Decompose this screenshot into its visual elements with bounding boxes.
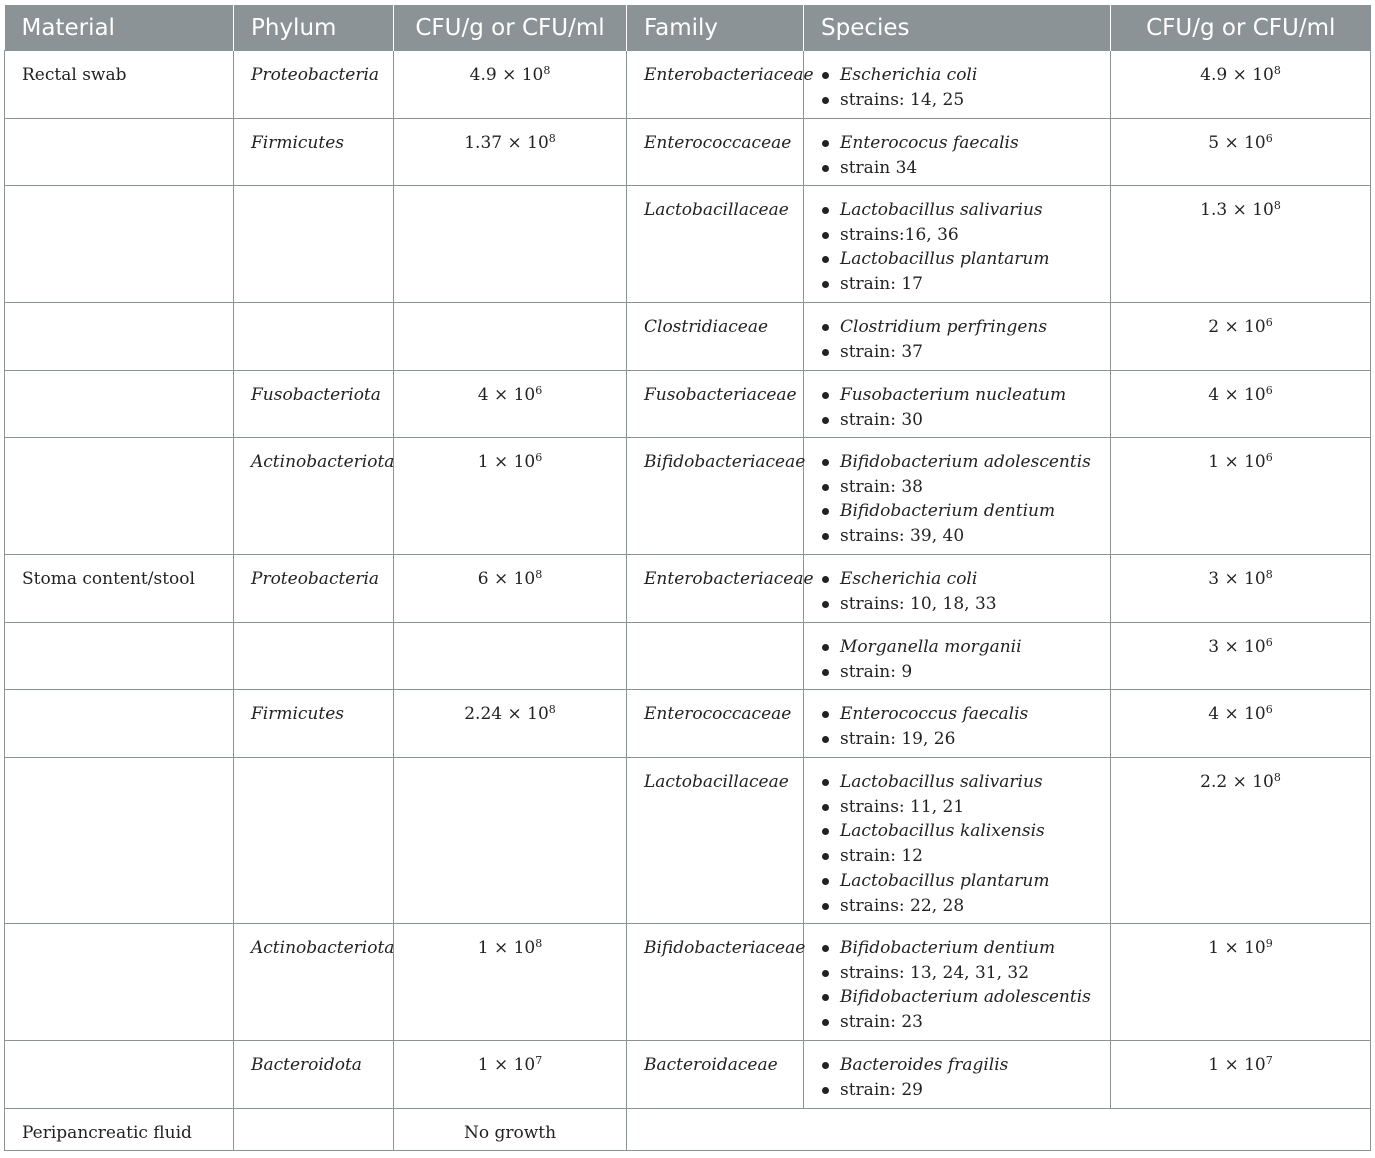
table-row	[5, 924, 1371, 1041]
cfu-exponent: 8	[535, 937, 543, 950]
cfu-exponent: 6	[1265, 316, 1273, 329]
material-cell	[5, 186, 234, 303]
phylum-cell	[234, 186, 394, 303]
cfu-exponent: 9	[1265, 937, 1273, 950]
phylum-cell-text: Firmicutes	[251, 704, 345, 724]
cfu-exponent: 8	[548, 703, 556, 716]
material-cell	[5, 758, 234, 924]
species-list	[821, 635, 1110, 684]
table-row	[5, 623, 1371, 690]
header-species: Species	[804, 5, 1111, 51]
material-cell	[5, 623, 234, 690]
family-cell-text: Enterobacteriaceae	[644, 65, 814, 85]
species-list-item: Lactobacillus plantarum	[821, 247, 1110, 272]
species-list	[821, 936, 1110, 1035]
family-cell	[627, 555, 814, 623]
species-list-item: Enterococus faecalis	[821, 131, 1110, 156]
phylum-cfu-cell: $4 \times 10^6$	[394, 371, 627, 438]
header-species-cfu: CFU/g or CFU/ml	[1111, 5, 1371, 51]
header-phylum: Phylum	[234, 5, 394, 51]
phylum-cfu-cell: $1 \times 10^7$	[394, 1041, 627, 1109]
species-list	[821, 1053, 1110, 1102]
phylum-cell-text: Firmicutes	[251, 133, 345, 153]
table-row	[5, 438, 1371, 555]
family-cell	[627, 303, 804, 371]
species-list-item: strain: 23	[821, 1010, 1110, 1035]
cfu-exponent: 6	[1265, 384, 1273, 397]
cfu-mantissa: 3	[1208, 569, 1220, 589]
phylum-cfu-cell: $1 \times 10^8$	[394, 924, 627, 1041]
cfu-mantissa: 2.2	[1200, 772, 1228, 792]
table-body	[5, 51, 1371, 1151]
phylum-cfu-cell: $4.9 \times 10^8$	[394, 51, 627, 119]
species-list-item: strain: 29	[821, 1078, 1110, 1103]
phylum-cfu-cell	[394, 186, 627, 303]
family-cell	[627, 119, 804, 186]
header-family: Family	[627, 5, 804, 51]
species-cell	[804, 758, 1111, 924]
phylum-cfu-cell-text: No growth	[463, 1123, 557, 1143]
family-cell-text: Clostridiaceae	[644, 317, 769, 337]
phylum-cell	[234, 119, 394, 186]
species-list-item: strain 34	[821, 156, 1110, 181]
species-list-item: Bifidobacterium dentium	[821, 936, 1110, 961]
phylum-cell	[234, 555, 394, 623]
cfu-exponent: 8	[1273, 199, 1281, 212]
phylum-cfu-cell	[394, 758, 627, 924]
family-cell	[627, 1041, 804, 1109]
species-cfu-cell: $3 \times 10^8$	[1111, 555, 1371, 623]
table-row	[5, 555, 1371, 623]
header-phylum-cfu: CFU/g or CFU/ml	[394, 5, 627, 51]
species-list-item: strain: 19, 26	[821, 727, 1110, 752]
species-cell	[804, 303, 1111, 371]
phylum-cfu-cell: $2.24 \times 10^8$	[394, 690, 627, 758]
table-row	[5, 119, 1371, 186]
material-cell	[5, 690, 234, 758]
species-list-item: strains:16, 36	[821, 223, 1110, 248]
material-cell	[5, 438, 234, 555]
phylum-cell	[234, 623, 394, 690]
phylum-cell	[234, 438, 394, 555]
species-list-item: Lactobacillus kalixensis	[821, 819, 1110, 844]
species-cell	[804, 51, 1111, 119]
material-cell	[5, 303, 234, 371]
species-cfu-cell: $4 \times 10^6$	[1111, 371, 1371, 438]
family-cell	[627, 690, 804, 758]
cfu-mantissa: 6	[477, 569, 489, 589]
phylum-cfu-cell: $6 \times 10^8$	[394, 555, 627, 623]
phylum-cell-text: Actinobacteriota	[251, 938, 395, 958]
cfu-mantissa: 5	[1208, 133, 1220, 153]
species-list-item: strain: 12	[821, 844, 1110, 869]
cfu-exponent: 6	[535, 384, 543, 397]
material-cell-text: Stoma content/stool	[22, 569, 195, 589]
cfu-exponent: 6	[1265, 636, 1273, 649]
cfu-mantissa: 1	[1208, 452, 1220, 472]
family-cell	[627, 924, 804, 1041]
species-cell	[804, 438, 1111, 555]
empty-cell	[627, 1109, 1371, 1151]
species-list-item: Fusobacterium nucleatum	[821, 383, 1110, 408]
table-wrapper	[4, 5, 1370, 1151]
species-list-item: Escherichia coli	[821, 567, 1110, 592]
species-list-item: strain: 37	[821, 340, 1110, 365]
family-cell	[627, 623, 804, 690]
species-cfu-cell: $1 \times 10^7$	[1111, 1041, 1371, 1109]
table-row	[5, 1041, 1371, 1109]
table-row	[5, 51, 1371, 119]
cfu-mantissa: 1	[477, 938, 489, 958]
species-cfu-cell: $2 \times 10^6$	[1111, 303, 1371, 371]
table-row	[5, 371, 1371, 438]
species-cfu-cell: $1.3 \times 10^8$	[1111, 186, 1371, 303]
header-material: Material	[5, 5, 234, 51]
species-list-item: Bifidobacterium adolescentis	[821, 450, 1110, 475]
species-cell	[804, 924, 1111, 1041]
phylum-cfu-cell	[394, 303, 627, 371]
species-cfu-cell: $2.2 \times 10^8$	[1111, 758, 1371, 924]
table-row	[5, 1109, 1371, 1151]
species-cfu-cell: $5 \times 10^6$	[1111, 119, 1371, 186]
cfu-exponent: 8	[1273, 64, 1281, 77]
species-list-item: strains: 11, 21	[821, 795, 1110, 820]
species-list	[821, 198, 1110, 297]
phylum-cell	[234, 1109, 394, 1151]
cfu-exponent: 8	[535, 568, 543, 581]
material-cell-text: Rectal swab	[22, 65, 127, 85]
species-list-item: Morganella morganii	[821, 635, 1110, 660]
species-cell	[804, 555, 1111, 623]
species-cfu-cell: $1 \times 10^9$	[1111, 924, 1371, 1041]
species-list	[821, 315, 1110, 364]
cfu-mantissa: 4.9	[1200, 65, 1228, 85]
cfu-exponent: 6	[535, 451, 543, 464]
phylum-cell-text: Proteobacteria	[251, 65, 380, 85]
phylum-cfu-cell	[394, 1109, 627, 1151]
phylum-cfu-cell	[394, 623, 627, 690]
species-list-item: Bifidobacterium dentium	[821, 499, 1110, 524]
material-cell	[5, 119, 234, 186]
cfu-mantissa: 1	[477, 452, 489, 472]
phylum-cell-text: Bacteroidota	[251, 1055, 362, 1075]
cfu-mantissa: 4.9	[469, 65, 497, 85]
cfu-mantissa: 4	[1208, 385, 1220, 405]
species-cell	[804, 119, 1111, 186]
material-cell-text: Peripancreatic fluid	[22, 1123, 192, 1143]
phylum-cell	[234, 1041, 394, 1109]
table-row	[5, 758, 1371, 924]
species-list-item: Bifidobacterium adolescentis	[821, 985, 1110, 1010]
family-cell-text: Bacteroidaceae	[644, 1055, 778, 1075]
cfu-exponent: 8	[543, 64, 551, 77]
family-cell-text: Lactobacillaceae	[644, 772, 789, 792]
species-list	[821, 567, 1110, 616]
table-row	[5, 186, 1371, 303]
species-list-item: strain: 30	[821, 408, 1110, 433]
species-cell	[804, 623, 1111, 690]
cfu-mantissa: 3	[1208, 637, 1220, 657]
phylum-cell-text: Proteobacteria	[251, 569, 380, 589]
species-cell	[804, 690, 1111, 758]
header-row	[5, 5, 1371, 51]
phylum-cell	[234, 924, 394, 1041]
species-cell	[804, 371, 1111, 438]
species-cfu-cell: $4.9 \times 10^8$	[1111, 51, 1371, 119]
phylum-cell	[234, 758, 394, 924]
phylum-cell	[234, 51, 394, 119]
cfu-exponent: 8	[1265, 568, 1273, 581]
phylum-cell-text: Actinobacteriota	[251, 452, 395, 472]
species-list-item: strains: 22, 28	[821, 894, 1110, 919]
cfu-mantissa: 4	[1208, 704, 1220, 724]
species-list-item: Lactobacillus plantarum	[821, 869, 1110, 894]
species-list	[821, 450, 1110, 549]
species-list	[821, 770, 1110, 918]
family-cell-text: Bifidobacteriaceae	[644, 452, 806, 472]
material-cell	[5, 924, 234, 1041]
cfu-exponent: 6	[1265, 132, 1273, 145]
bacteria-table	[4, 5, 1371, 1151]
species-list-item: strains: 39, 40	[821, 524, 1110, 549]
species-list-item: strains: 13, 24, 31, 32	[821, 961, 1110, 986]
species-cfu-cell: $3 \times 10^6$	[1111, 623, 1371, 690]
phylum-cfu-cell: $1.37 \times 10^8$	[394, 119, 627, 186]
species-list-item: Bacteroides fragilis	[821, 1053, 1110, 1078]
phylum-cfu-cell: $1 \times 10^6$	[394, 438, 627, 555]
phylum-cell	[234, 371, 394, 438]
cfu-mantissa: 1	[477, 1055, 489, 1075]
species-list-item: Enterococcus faecalis	[821, 702, 1110, 727]
table-row	[5, 690, 1371, 758]
species-list-item: Clostridium perfringens	[821, 315, 1110, 340]
material-cell	[5, 1109, 234, 1151]
family-cell	[627, 51, 814, 119]
material-cell	[5, 51, 234, 119]
species-list-item: strains: 10, 18, 33	[821, 592, 1110, 617]
material-cell	[5, 555, 234, 623]
cfu-mantissa: 2	[1208, 317, 1220, 337]
species-list-item: Lactobacillus salivarius	[821, 770, 1110, 795]
species-list-item: strain: 9	[821, 660, 1110, 685]
family-cell	[627, 438, 804, 555]
family-cell	[627, 758, 804, 924]
species-list	[821, 702, 1110, 751]
family-cell	[627, 371, 804, 438]
species-cell	[804, 186, 1111, 303]
cfu-exponent: 6	[1265, 451, 1273, 464]
species-list-item: Lactobacillus salivarius	[821, 198, 1110, 223]
cfu-exponent: 8	[548, 132, 556, 145]
material-cell	[5, 371, 234, 438]
family-cell-text: Lactobacillaceae	[644, 200, 789, 220]
family-cell-text: Fusobacteriaceae	[644, 385, 797, 405]
cfu-mantissa: 1	[1208, 938, 1220, 958]
phylum-cell	[234, 690, 394, 758]
cfu-exponent: 8	[1273, 771, 1281, 784]
material-cell	[5, 1041, 234, 1109]
family-cell-text: Enterococcaceae	[644, 133, 792, 153]
species-list-item: strain: 38	[821, 475, 1110, 500]
cfu-exponent: 6	[1265, 703, 1273, 716]
table-row	[5, 303, 1371, 371]
family-cell	[627, 186, 804, 303]
phylum-cell	[234, 303, 394, 371]
phylum-cell-text: Fusobacteriota	[251, 385, 381, 405]
species-list	[821, 383, 1110, 432]
species-cfu-cell: $1 \times 10^6$	[1111, 438, 1371, 555]
species-list-item: strain: 17	[821, 272, 1110, 297]
species-list	[821, 63, 1110, 112]
cfu-exponent: 7	[535, 1054, 543, 1067]
species-cell	[804, 1041, 1111, 1109]
cfu-mantissa: 2.24	[464, 704, 503, 724]
cfu-exponent: 7	[1265, 1054, 1273, 1067]
cfu-mantissa: 1.37	[464, 133, 503, 153]
species-list-item: strains: 14, 25	[821, 88, 1110, 113]
species-list	[821, 131, 1110, 180]
cfu-mantissa: 1.3	[1200, 200, 1228, 220]
cfu-mantissa: 4	[477, 385, 489, 405]
cfu-mantissa: 1	[1208, 1055, 1220, 1075]
species-list-item: Escherichia coli	[821, 63, 1110, 88]
family-cell-text: Enterococcaceae	[644, 704, 792, 724]
family-cell-text: Bifidobacteriaceae	[644, 938, 806, 958]
family-cell-text: Enterobacteriaceae	[644, 569, 814, 589]
species-cfu-cell: $4 \times 10^6$	[1111, 690, 1371, 758]
